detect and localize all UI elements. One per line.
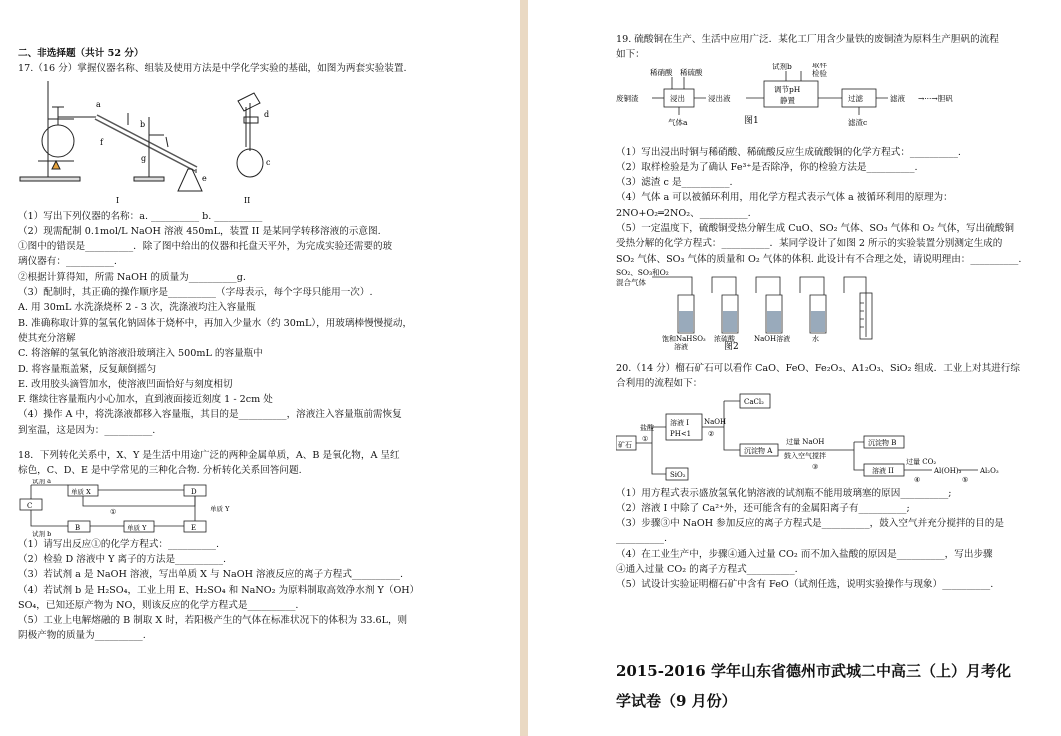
q20-line: __________. xyxy=(616,533,668,545)
flow-reagent-b: 试剂b xyxy=(772,62,792,71)
element-y-right-label: 单质 Y xyxy=(210,504,230,513)
q18-line: 阴极产物的质量为__________. xyxy=(18,630,146,642)
q20-flow-diagram xyxy=(616,392,1054,486)
node-d: D xyxy=(191,487,197,496)
flow-hcl: 盐酸 xyxy=(640,423,654,432)
flow-excess-co2: 过量 CO₂ xyxy=(906,457,937,466)
q20-line: ④通入过量 CO₂ 的离子方程式__________. xyxy=(616,564,798,576)
bottle-1-label: 饱和NaHSO₃ xyxy=(662,334,706,343)
flow-filter: 过滤 xyxy=(848,93,863,103)
bottle-3-label: NaOH溶液 xyxy=(754,334,791,343)
q20-line: （4）在工业生产中，步骤④通入过量 CO₂ 而不加入盐酸的原因是__________，写出步骤 xyxy=(616,548,993,560)
q20-line: （2）溶液 I 中除了 Ca²⁺外，还可能含有的金属阳离子有__________; xyxy=(616,502,910,514)
label-c: c xyxy=(266,157,271,167)
flow-solution-2: 溶液 II xyxy=(872,466,894,475)
q18-intro: 18．下列转化关系中，X、Y 是生活中用途广泛的两种金属单质，A、B 是氧化物，A 呈红 xyxy=(18,450,400,462)
q18-line: （5）工业上电解熔融的 B 制取 X 时，若阳极产生的气体在标准状况下的体积为 33.6L，则 xyxy=(18,615,408,627)
q20-subquestions xyxy=(616,486,1054,593)
q19-flow-svg xyxy=(616,63,1054,145)
flow-residue-c: 滤渣c xyxy=(848,117,868,127)
q19-line: （1）写出浸出时铜与稀硝酸、稀硫酸反应生成硫酸铜的化学方程式：__________. xyxy=(616,146,961,158)
exam-title-line-1: 2015-2016 学年山东省德州市武城二中高三（上）月考化 xyxy=(616,662,1011,680)
label-set-1: I xyxy=(116,195,120,205)
q19-intro: 19. 硫酸铜在生产、生活中应用广泛．某化工厂用含少量铁的废铜渣为原料生产胆矾的流程 xyxy=(616,34,999,45)
element-y-mid-label: 单质 Y xyxy=(127,523,147,532)
label-d: d xyxy=(264,109,270,119)
q18-line: （4）若试剂 b 是 H₂SO₄，工业上用 E、H₂SO₄ 和 NaNO₂ 为原料制取高效净水剂 Y（OH） xyxy=(18,584,420,596)
apparatus-drawing xyxy=(18,77,512,209)
q17-subquestions xyxy=(18,209,512,438)
label-e: e xyxy=(202,173,207,183)
flow-cacl2: CaCl₂ xyxy=(744,397,764,406)
flow-precipitate-a: 沉淀物 A xyxy=(744,446,773,455)
page-divider xyxy=(520,0,528,736)
q17-line: （3）配制时，其正确的操作顺序是__________（字母表示，每个字母只能用一次）. xyxy=(18,287,373,299)
label-set-2: II xyxy=(244,195,251,205)
q19-line: （2）取样检验是为了确认 Fe³⁺是否除净，你的检验方法是__________. xyxy=(616,161,918,173)
q18-line: （1）请写出反应①的化学方程式：__________. xyxy=(18,538,220,550)
label-a: a xyxy=(96,99,101,109)
apparatus-gas-label-2: 混合气体 xyxy=(616,277,646,287)
bottle-1-label-2: 溶液 xyxy=(674,342,688,351)
q20-line: （5）试设计实验证明榴石矿中含有 FeO（试剂任选，说明实验操作与现象）__________. xyxy=(616,579,994,591)
q19-intro: 如下： xyxy=(616,49,645,61)
q17-line: C. 将溶解的氢氧化钠溶液沿玻璃注入 500mL 的容量瓶中 xyxy=(18,348,263,360)
q17-line: （2）现需配制 0.1mol/L NaOH 溶液 450mL，装置 II 是某同学转移溶液的示意图. xyxy=(18,225,381,237)
reagent-a-label: 试剂 a xyxy=(32,478,51,485)
q20-intro: 20.（14 分）榴石矿石可以看作 CaO、FeO、Fe₂O₃、A1₂O₃、SiO₂ 组成．工业上对其进行综 xyxy=(616,362,1020,374)
flow-sample: 取样 xyxy=(812,62,827,69)
element-x-label: 单质 X xyxy=(71,487,91,496)
q20-line: （3）步骤③中 NaOH 参加反应的离子方程式是__________，鼓入空气并充分搅拌的目的是 xyxy=(616,518,1004,530)
q19-apparatus-svg xyxy=(616,267,1054,351)
q19-line: （4）气体 a 可以被循环利用，用化学方程式表示气体 a 被循环利用的原理为： xyxy=(616,192,953,204)
q19-line: （5）一定温度下，硫酸铜受热分解生成 CuO、SO₂ 气体、SO₃ 气体和 O₂ 气体，写出硫酸铜 xyxy=(616,223,1015,235)
flow-gas-a: 气体a xyxy=(668,117,688,127)
flow-step-3: ③ xyxy=(812,462,819,471)
q17-apparatus-figure xyxy=(18,77,512,209)
q17-intro: 17.（16 分）掌握仪器名称、组装及使用方法是中学化学实验的基础，如图为两套实验装置. xyxy=(18,63,407,75)
q17-line: 璃仪器有：__________. xyxy=(18,256,117,268)
flow-precipitate-b: 沉淀物 B xyxy=(868,438,897,447)
q20-intro: 合利用的流程如下： xyxy=(616,378,703,390)
q17-line: F. 继续往容量瓶内小心加水，直到液面接近刻度 1 - 2cm 处 xyxy=(18,394,273,406)
q18-line: （3）若试剂 a 是 NaOH 溶液，写出单质 X 与 NaOH 溶液反应的离子方程式__________. xyxy=(18,569,404,581)
q17-line: A. 用 30mL 水洗涤烧杯 2 - 3 次，洗涤液均注入容量瓶 xyxy=(18,302,256,314)
q17-line: E. 改用胶头滴管加水，使溶液凹面恰好与刻度相切 xyxy=(18,378,233,390)
flow-al2o3: Al₂O₃ xyxy=(980,466,999,475)
flow-to-product: →···→胆矾 xyxy=(918,93,953,103)
left-column xyxy=(18,46,512,644)
q17-line: 到室温，这是因为：__________. xyxy=(18,424,156,436)
q17-line: ②根据计算得知，所需 NaOH 的质量为__________g. xyxy=(18,271,246,283)
reagent-b-label: 试剂 b xyxy=(32,529,52,537)
flow-leachate: 浸出液 xyxy=(708,93,731,103)
q19-line: 2NO+O₂═2NO₂、__________. xyxy=(616,207,751,219)
label-f: f xyxy=(100,137,103,147)
label-b: b xyxy=(140,119,146,129)
exam-title xyxy=(616,656,1056,716)
q18-intro: 棕色，C、D、E 是中学常见的三种化合物. 分析转化关系回答问题. xyxy=(18,465,302,477)
flow-ore: 矿石 xyxy=(618,440,632,449)
bottle-4-label: 水 xyxy=(812,334,819,343)
flow-input: 废铜渣 xyxy=(616,93,639,103)
flow-step-1: ① xyxy=(642,434,649,443)
bottle-2-label: 浓硫酸 xyxy=(714,334,735,343)
flow-solution-1: 溶液 I xyxy=(670,418,689,427)
label-g: g xyxy=(141,153,147,163)
exam-title-line-2: 学试卷（9 月份） xyxy=(616,692,737,710)
q18-line: （2）检验 D 溶液中 Y 离子的方法是__________. xyxy=(18,553,227,565)
flow-sio2: SiO₂ xyxy=(670,470,686,479)
flow-step-2: ② xyxy=(708,429,715,438)
flow-fig1-caption: 图1 xyxy=(744,115,759,126)
section-title: 二、非选择题（共计 52 分） xyxy=(18,48,144,59)
reaction-1-marker: ① xyxy=(110,507,117,516)
q19-line: SO₂ 气体、SO₃ 气体的质量和 O₂ 气体的体积. 此设计有不合理之处，请说明理由：__________. xyxy=(616,253,1022,265)
flow-acid-2: 稀硫酸 xyxy=(680,67,703,77)
flow-check: 检验 xyxy=(812,68,827,78)
q17-line: （1）写出下列仪器的名称：a. __________ b. __________ xyxy=(18,210,263,222)
q19-line: （3）滤渣 c 是__________. xyxy=(616,177,733,189)
q17-line: 使其充分溶解 xyxy=(18,332,76,344)
flow-leach: 浸出 xyxy=(670,93,685,103)
q20-line: （1）用方程式表示盛放氢氧化钠溶液的试剂瓶不能用玻璃塞的原因__________; xyxy=(616,487,952,499)
flow-acid-1: 稀硝酸 xyxy=(650,67,673,77)
left-page xyxy=(0,0,520,736)
q19-line: 受热分解的化学方程式：__________．某同学设计了如图 2 所示的实验装置分别测定生成的 xyxy=(616,238,1003,250)
flow-step-4: ④ xyxy=(914,475,921,484)
flow-air-stir: 鼓入空气搅拌 xyxy=(784,451,826,460)
conversion-diagram-svg xyxy=(18,479,278,537)
q17-line: ①图中的错误是__________．除了图中给出的仪器和托盘天平外，为完成实验还需要的玻 xyxy=(18,241,393,253)
node-c: C xyxy=(27,501,33,510)
q17-line: （4）操作 A 中，将洗涤液都移入容量瓶，其目的是__________，溶液注入容量瓶前需恢复 xyxy=(18,409,402,421)
right-page xyxy=(528,0,1061,736)
node-e: E xyxy=(191,523,197,532)
flow-naoh: NaOH xyxy=(704,417,727,426)
apparatus-fig2-caption: 图2 xyxy=(724,341,739,351)
q17-line: D. 将容量瓶盖紧，反复颠倒摇匀 xyxy=(18,363,157,375)
apparatus-gas-label: SO₂、SO₃和O₂ xyxy=(616,267,669,277)
q19-flow-diagram xyxy=(616,63,1054,145)
q20-flow-svg xyxy=(616,392,1054,486)
q18-conversion-diagram xyxy=(18,479,512,537)
flow-aloh3: Al(OH)₃ xyxy=(934,466,962,475)
q19-subquestions xyxy=(616,145,1054,267)
flow-ph: PH<1 xyxy=(670,429,692,438)
q17-line: B. 准确称取计算的氢氧化钠固体于烧杯中，再加入少量水（约 30mL），用玻璃棒慢慢搅动， xyxy=(18,317,413,329)
q19-apparatus-figure xyxy=(616,267,1054,351)
q18-line: SO₄，已知还原产物为 NO，则该反应的化学方程式是__________. xyxy=(18,599,299,611)
flow-settle: 静置 xyxy=(780,95,795,105)
flow-adjust-ph: 调节pH xyxy=(774,84,801,94)
flow-filtrate: 滤液 xyxy=(890,93,905,103)
node-b: B xyxy=(75,523,81,532)
flow-excess-naoh: 过量 NaOH xyxy=(786,437,825,446)
flow-step-5: ⑤ xyxy=(962,475,969,484)
q18-subquestions xyxy=(18,537,512,644)
right-column xyxy=(616,32,1054,593)
